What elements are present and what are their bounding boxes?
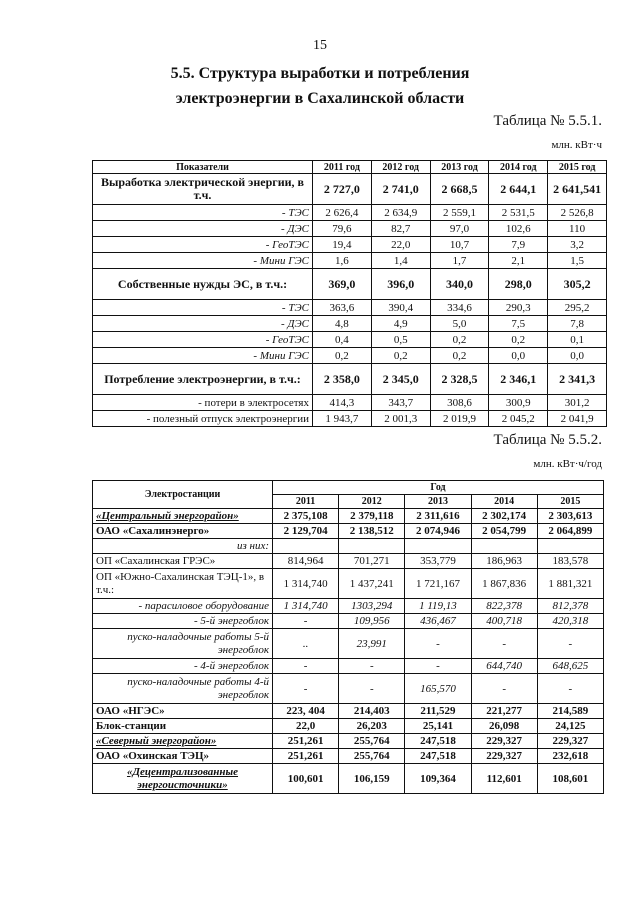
row-value: 79,6	[313, 221, 372, 237]
row-label: - ГеоТЭС	[93, 332, 313, 348]
row-value: 106,159	[339, 764, 405, 794]
row-value: 1,4	[371, 253, 430, 269]
table-row	[93, 569, 604, 599]
table-row	[93, 749, 604, 764]
table-row	[93, 764, 604, 794]
row-label: - парасиловое оборудование	[93, 599, 273, 614]
row-value: 1303,294	[339, 599, 405, 614]
row-label: - полезный отпуск электроэнергии	[93, 411, 313, 427]
table-row	[93, 205, 607, 221]
table-row	[93, 269, 607, 300]
row-value: 214,403	[339, 704, 405, 719]
header-year-2011: 2011 год	[313, 161, 372, 174]
row-value: 340,0	[430, 269, 489, 300]
section-title-line2: электроэнергии в Сахалинской области	[175, 90, 465, 107]
row-value: 353,779	[405, 554, 471, 569]
row-value: 0,2	[430, 348, 489, 364]
row-value: 183,578	[537, 554, 603, 569]
row-value: 2 644,1	[489, 174, 548, 205]
row-value: 2 626,4	[313, 205, 372, 221]
row-value: 308,6	[430, 395, 489, 411]
row-value: 109,364	[405, 764, 471, 794]
row-value: 301,2	[548, 395, 607, 411]
row-label: пуско-наладочные работы 4-й энергоблок	[93, 674, 273, 704]
row-value	[339, 539, 405, 554]
row-value: 420,318	[537, 614, 603, 629]
row-value: 214,589	[537, 704, 603, 719]
row-value: 7,5	[489, 316, 548, 332]
row-value: -	[537, 629, 603, 659]
table-row	[93, 539, 604, 554]
row-value: 822,378	[471, 599, 537, 614]
row-value: 701,271	[339, 554, 405, 569]
row-value: 22,0	[273, 719, 339, 734]
header-year: Год	[273, 481, 604, 495]
row-value: 2 302,174	[471, 509, 537, 524]
table-row	[93, 659, 604, 674]
row-value: 2 358,0	[313, 364, 372, 395]
table1-unit: млн. кВт·ч	[551, 139, 602, 151]
row-value: 186,963	[471, 554, 537, 569]
row-label: Блок-станции	[93, 719, 273, 734]
power-plants-table	[92, 480, 604, 794]
row-value: 1 881,321	[537, 569, 603, 599]
table-row	[93, 734, 604, 749]
page-number: 15	[313, 38, 327, 53]
row-value: 343,7	[371, 395, 430, 411]
table2-caption: Таблица № 5.5.2.	[493, 432, 602, 448]
row-value: 165,570	[405, 674, 471, 704]
row-value: 396,0	[371, 269, 430, 300]
row-value: 363,6	[313, 300, 372, 316]
row-value: -	[273, 659, 339, 674]
row-value: 229,327	[537, 734, 603, 749]
table-row	[93, 554, 604, 569]
row-value: 334,6	[430, 300, 489, 316]
row-value: 2 346,1	[489, 364, 548, 395]
row-value: 1,7	[430, 253, 489, 269]
table1-caption: Таблица № 5.5.1.	[493, 113, 602, 129]
row-value: 100,601	[273, 764, 339, 794]
row-value: 232,618	[537, 749, 603, 764]
row-value: 112,601	[471, 764, 537, 794]
row-value: 2 741,0	[371, 174, 430, 205]
row-value: 1 119,13	[405, 599, 471, 614]
row-value	[273, 539, 339, 554]
row-label: - ТЭС	[93, 300, 313, 316]
table-row	[93, 614, 604, 629]
row-label: - Мини ГЭС	[93, 348, 313, 364]
header-year-2014: 2014	[471, 495, 537, 509]
row-value: 26,203	[339, 719, 405, 734]
row-value: 108,601	[537, 764, 603, 794]
table2-unit: млн. кВт·ч/год	[533, 458, 602, 470]
row-value: 229,327	[471, 749, 537, 764]
row-value	[405, 539, 471, 554]
row-value: -	[471, 629, 537, 659]
row-value: 648,625	[537, 659, 603, 674]
row-value: 211,529	[405, 704, 471, 719]
row-value: 2 341,3	[548, 364, 607, 395]
header-year-2013: 2013	[405, 495, 471, 509]
row-value: 102,6	[489, 221, 548, 237]
table-row	[93, 629, 604, 659]
row-label: пуско-наладочные работы 5-й энергоблок	[93, 629, 273, 659]
row-value: 223, 404	[273, 704, 339, 719]
row-value: 5,0	[430, 316, 489, 332]
row-value: 247,518	[405, 749, 471, 764]
row-value: 1,5	[548, 253, 607, 269]
production-consumption-table	[92, 160, 607, 427]
header-indicators: Показатели	[93, 161, 313, 174]
row-label: - потери в электросетях	[93, 395, 313, 411]
row-value: 814,964	[273, 554, 339, 569]
row-value: 110	[548, 221, 607, 237]
row-value: 369,0	[313, 269, 372, 300]
header-year-2012: 2012 год	[371, 161, 430, 174]
table-row	[93, 524, 604, 539]
row-value: -	[537, 674, 603, 704]
row-label: - 5-й энергоблок	[93, 614, 273, 629]
row-value: 1 314,740	[273, 599, 339, 614]
header-year-2015: 2015 год	[548, 161, 607, 174]
row-value: 221,277	[471, 704, 537, 719]
row-label: - ТЭС	[93, 205, 313, 221]
table-row	[93, 719, 604, 734]
header-year-2013: 2013 год	[430, 161, 489, 174]
row-value: -	[273, 614, 339, 629]
row-value: -	[339, 659, 405, 674]
row-label: Выработка электрической энергии, в т.ч.	[93, 174, 313, 205]
table-row	[93, 174, 607, 205]
row-value: 247,518	[405, 734, 471, 749]
row-value: 1 437,241	[339, 569, 405, 599]
row-label: из них:	[93, 539, 273, 554]
row-value: 7,9	[489, 237, 548, 253]
section-title-line1: 5.5. Структура выработки и потребления	[170, 65, 470, 82]
row-value: 0,0	[548, 348, 607, 364]
table-row	[93, 332, 607, 348]
table-header-row	[93, 481, 604, 495]
row-value: 295,2	[548, 300, 607, 316]
row-label: «Центральный энергорайон»	[93, 509, 273, 524]
row-label: ОАО «НГЭС»	[93, 704, 273, 719]
row-value: 2 526,8	[548, 205, 607, 221]
row-value: 2 311,616	[405, 509, 471, 524]
row-value: -	[405, 659, 471, 674]
row-label: ОАО «Сахалинэнерго»	[93, 524, 273, 539]
row-value: 1 867,836	[471, 569, 537, 599]
row-value: 2 074,946	[405, 524, 471, 539]
row-label: - ГеоТЭС	[93, 237, 313, 253]
row-value: 26,098	[471, 719, 537, 734]
row-value: 1,6	[313, 253, 372, 269]
row-value: 7,8	[548, 316, 607, 332]
row-value: 290,3	[489, 300, 548, 316]
row-value: 255,764	[339, 749, 405, 764]
row-value: 22,0	[371, 237, 430, 253]
row-value	[471, 539, 537, 554]
row-value: 2 634,9	[371, 205, 430, 221]
row-value: -	[471, 674, 537, 704]
table-row	[93, 300, 607, 316]
row-value: 2 129,704	[273, 524, 339, 539]
table-row	[93, 253, 607, 269]
row-value: 97,0	[430, 221, 489, 237]
row-value: 0,4	[313, 332, 372, 348]
table-row	[93, 221, 607, 237]
row-label: - 4-й энергоблок	[93, 659, 273, 674]
row-value: 2 727,0	[313, 174, 372, 205]
row-label: Потребление электроэнергии, в т.ч.:	[93, 364, 313, 395]
row-value: 305,2	[548, 269, 607, 300]
row-value: 2 641,541	[548, 174, 607, 205]
table-row	[93, 364, 607, 395]
row-value: 0,2	[430, 332, 489, 348]
row-value: 1 943,7	[313, 411, 372, 427]
row-value: 2 668,5	[430, 174, 489, 205]
table-row	[93, 316, 607, 332]
row-label: ОАО «Охинская ТЭЦ»	[93, 749, 273, 764]
row-value: 2 001,3	[371, 411, 430, 427]
row-value: 0,2	[371, 348, 430, 364]
table-header-row	[93, 161, 607, 174]
row-value: -	[405, 629, 471, 659]
row-value: 0,2	[489, 332, 548, 348]
row-value: 2 531,5	[489, 205, 548, 221]
row-value: 414,3	[313, 395, 372, 411]
header-year-2014: 2014 год	[489, 161, 548, 174]
row-value: 109,956	[339, 614, 405, 629]
table-row	[93, 237, 607, 253]
row-value: 2 064,899	[537, 524, 603, 539]
row-value: 19,4	[313, 237, 372, 253]
row-value: ..	[273, 629, 339, 659]
row-value: 24,125	[537, 719, 603, 734]
table-row	[93, 348, 607, 364]
row-value: 390,4	[371, 300, 430, 316]
row-value: 1 314,740	[273, 569, 339, 599]
row-value: 251,261	[273, 749, 339, 764]
table-row	[93, 395, 607, 411]
row-value: 2 138,512	[339, 524, 405, 539]
row-value: -	[273, 674, 339, 704]
row-label: - Мини ГЭС	[93, 253, 313, 269]
row-value: 2 054,799	[471, 524, 537, 539]
header-year-2011: 2011	[273, 495, 339, 509]
row-value: 229,327	[471, 734, 537, 749]
row-value: 2 045,2	[489, 411, 548, 427]
row-value: 3,2	[548, 237, 607, 253]
row-value: 25,141	[405, 719, 471, 734]
row-value: 0,1	[548, 332, 607, 348]
row-value: 2,1	[489, 253, 548, 269]
row-value: 10,7	[430, 237, 489, 253]
row-value: 251,261	[273, 734, 339, 749]
header-year-2015: 2015	[537, 495, 603, 509]
row-value: 255,764	[339, 734, 405, 749]
row-value: 1 721,167	[405, 569, 471, 599]
header-year-2012: 2012	[339, 495, 405, 509]
row-label: ОП «Южно-Сахалинская ТЭЦ-1», в т.ч.:	[93, 569, 273, 599]
row-value: 0,5	[371, 332, 430, 348]
row-value: 4,8	[313, 316, 372, 332]
row-value: 2 303,613	[537, 509, 603, 524]
row-label: - ДЭС	[93, 316, 313, 332]
header-stations: Электростанции	[93, 481, 273, 509]
row-value: 2 019,9	[430, 411, 489, 427]
row-value: 0,2	[313, 348, 372, 364]
row-label: ОП «Сахалинская ГРЭС»	[93, 554, 273, 569]
row-value: 812,378	[537, 599, 603, 614]
row-value: 23,991	[339, 629, 405, 659]
row-value: 2 375,108	[273, 509, 339, 524]
row-value: 4,9	[371, 316, 430, 332]
row-label: - ДЭС	[93, 221, 313, 237]
row-value: 298,0	[489, 269, 548, 300]
table-row	[93, 704, 604, 719]
table-row	[93, 411, 607, 427]
row-label: «Северный энергорайон»	[93, 734, 273, 749]
table-row	[93, 599, 604, 614]
row-value: 644,740	[471, 659, 537, 674]
row-value: 2 041,9	[548, 411, 607, 427]
row-value: 400,718	[471, 614, 537, 629]
row-value: 2 559,1	[430, 205, 489, 221]
table-row	[93, 509, 604, 524]
row-value: -	[339, 674, 405, 704]
row-value: 82,7	[371, 221, 430, 237]
row-label: «Децентрализованные энергоисточники»	[93, 764, 273, 794]
row-value: 2 379,118	[339, 509, 405, 524]
row-value: 2 345,0	[371, 364, 430, 395]
row-value: 2 328,5	[430, 364, 489, 395]
row-value	[537, 539, 603, 554]
row-value: 0,0	[489, 348, 548, 364]
row-value: 436,467	[405, 614, 471, 629]
table-row	[93, 674, 604, 704]
row-value: 300,9	[489, 395, 548, 411]
row-label: Собственные нужды ЭС, в т.ч.:	[93, 269, 313, 300]
